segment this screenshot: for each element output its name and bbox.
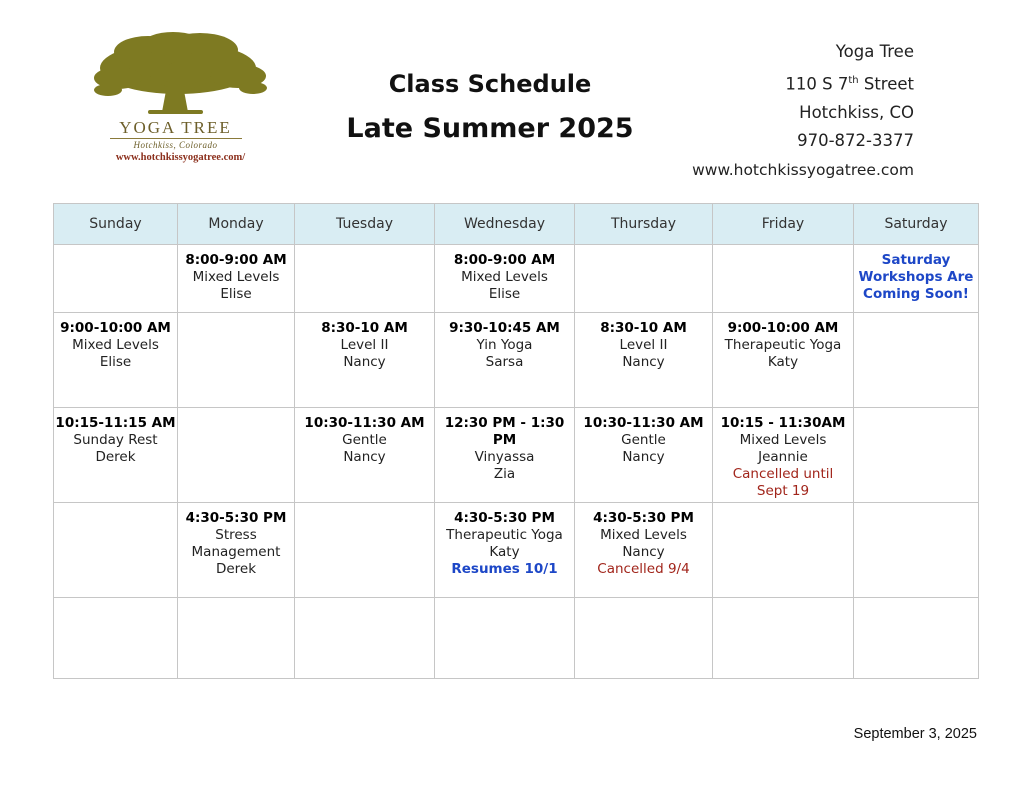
schedule-row [54, 408, 979, 503]
day-header-row [54, 204, 979, 245]
class-cell-tuesday [295, 313, 435, 408]
class-cell-sunday [54, 408, 178, 503]
class-time: 10:15-11:15 AM [55, 415, 176, 431]
class-cell-thursday [575, 408, 713, 503]
class-cell-wednesday [435, 245, 575, 313]
yoga-tree-logo [88, 30, 273, 170]
class-detail: Mixed Levels [739, 432, 827, 448]
class-detail: Gentle [621, 432, 666, 448]
class-detail: Mixed Levels [461, 269, 548, 285]
class-time: 8:00-9:00 AM [453, 252, 556, 268]
page-subtitle: Late Summer 2025 [346, 113, 634, 144]
class-time: 9:00-10:00 AM [727, 320, 839, 336]
class-detail: Elise [488, 286, 521, 302]
class-cell-wednesday [435, 503, 575, 598]
class-time: 8:30-10 AM [600, 320, 687, 336]
day-header-wednesday: Wednesday [435, 204, 575, 245]
city-state: Hotchkiss, CO [799, 102, 914, 122]
class-time: 9:30-10:45 AM [449, 320, 560, 336]
class-cell-sunday [54, 503, 178, 598]
class-cell-monday [178, 313, 295, 408]
day-header-saturday: Saturday [854, 204, 979, 245]
schedule-row [54, 598, 979, 679]
notice-text: Saturday [881, 252, 951, 268]
logo-divider [110, 138, 242, 139]
notice-text: Coming Soon! [863, 286, 969, 302]
class-time: 8:00-9:00 AM [185, 252, 287, 268]
class-time: 10:30-11:30 AM [304, 415, 425, 431]
class-detail: Jeannie [758, 449, 808, 465]
class-detail: Elise [99, 354, 132, 370]
schedule-row [54, 503, 979, 598]
class-cell-friday [713, 598, 854, 679]
class-time: 4:30-5:30 PM [593, 510, 694, 526]
schedule-table [53, 203, 979, 679]
class-time: 4:30-5:30 PM [185, 510, 287, 526]
class-cell-wednesday [435, 408, 575, 503]
logo-name: YOGA TREE [119, 118, 232, 137]
class-cell-friday [713, 245, 854, 313]
logo-url: www.hotchkissyogatree.com/ [115, 152, 246, 163]
schedule-date: September 3, 2025 [853, 726, 977, 742]
class-cell-monday [178, 245, 295, 313]
class-cell-saturday [854, 408, 979, 503]
class-cell-sunday [54, 598, 178, 679]
class-detail: Level II [619, 337, 668, 353]
class-detail: Gentle [342, 432, 387, 448]
class-time: 10:30-11:30 AM [583, 415, 704, 431]
class-detail: Derek [95, 449, 136, 465]
cancel-notice: Sept 19 [756, 483, 810, 499]
class-cell-saturday [854, 245, 979, 313]
notice-text: Resumes 10/1 [451, 561, 558, 577]
class-cell-sunday [54, 313, 178, 408]
phone-number: 970-872-3377 [797, 131, 914, 150]
class-detail: Nancy [343, 354, 386, 370]
class-cell-saturday [854, 598, 979, 679]
class-cell-tuesday [295, 503, 435, 598]
class-time: 12:30 PM - 1:30 PM [444, 415, 565, 448]
class-cell-saturday [854, 313, 979, 408]
class-cell-monday [178, 503, 295, 598]
class-detail: Elise [220, 286, 252, 302]
cancel-notice: Cancelled 9/4 [597, 561, 690, 577]
class-cell-tuesday [295, 408, 435, 503]
class-detail: Nancy [622, 544, 665, 560]
class-detail: Level II [340, 337, 389, 353]
class-cell-friday [713, 408, 854, 503]
studio-name: Yoga Tree [835, 42, 914, 61]
class-detail: Katy [489, 544, 520, 560]
class-detail: Sunday Rest [73, 432, 158, 448]
class-cell-tuesday [295, 245, 435, 313]
class-detail: Nancy [622, 354, 665, 370]
day-header-tuesday: Tuesday [295, 204, 435, 245]
class-cell-saturday [854, 503, 979, 598]
class-detail: Stress [215, 527, 257, 543]
class-detail: Vinyassa [474, 449, 535, 465]
address-block [692, 38, 914, 184]
class-detail: Katy [767, 354, 799, 370]
class-cell-thursday [575, 313, 713, 408]
class-detail: Zia [493, 466, 516, 482]
class-cell-sunday [54, 245, 178, 313]
schedule-row [54, 245, 979, 313]
class-detail: Mixed Levels [600, 527, 687, 543]
class-detail: Sarsa [485, 354, 524, 370]
street-address: 110 S 7th Street [785, 74, 914, 93]
class-detail: Yin Yoga [476, 337, 533, 353]
cancel-notice: Cancelled until [732, 466, 834, 482]
class-detail: Nancy [622, 449, 665, 465]
schedule-row [54, 313, 979, 408]
class-detail: Mixed Levels [192, 269, 280, 285]
class-detail: Therapeutic Yoga [446, 527, 563, 543]
tree-icon [88, 30, 273, 120]
page-title: Class Schedule [388, 70, 592, 98]
day-header-thursday: Thursday [575, 204, 713, 245]
class-cell-monday [178, 408, 295, 503]
class-time: 8:30-10 AM [321, 320, 408, 336]
class-cell-monday [178, 598, 295, 679]
class-cell-wednesday [435, 313, 575, 408]
day-header-sunday: Sunday [54, 204, 178, 245]
class-detail: Derek [215, 561, 257, 577]
notice-text: Workshops Are [858, 269, 974, 285]
day-header-friday: Friday [713, 204, 854, 245]
class-cell-tuesday [295, 598, 435, 679]
class-detail: Therapeutic Yoga [724, 337, 842, 353]
class-detail: Mixed Levels [72, 337, 159, 353]
class-cell-friday [713, 313, 854, 408]
logo-location: Hotchkiss, Colorado [133, 140, 218, 150]
class-detail: Management [191, 544, 281, 560]
class-cell-thursday [575, 598, 713, 679]
class-detail: Nancy [343, 449, 386, 465]
class-time: 4:30-5:30 PM [454, 510, 555, 526]
class-cell-thursday [575, 503, 713, 598]
website: www.hotchkissyogatree.com [692, 160, 914, 179]
class-cell-friday [713, 503, 854, 598]
class-cell-wednesday [435, 598, 575, 679]
day-header-monday: Monday [178, 204, 295, 245]
class-cell-thursday [575, 245, 713, 313]
class-time: 10:15 - 11:30AM [720, 415, 846, 431]
class-time: 9:00-10:00 AM [60, 320, 171, 336]
